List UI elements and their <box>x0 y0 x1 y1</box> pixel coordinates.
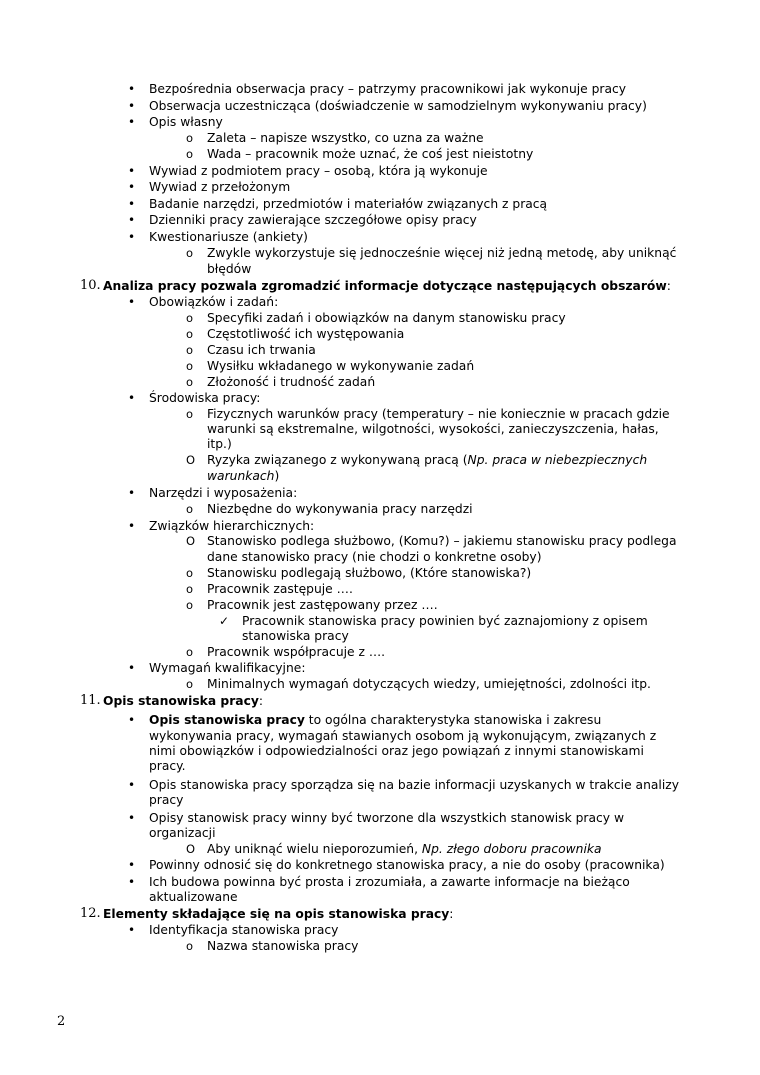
sub-list-item-continued: błędów <box>207 262 252 276</box>
list-item: Wywiad z podmiotem pracy – osobą, która ją wykonuje <box>149 164 488 178</box>
sub-marker: O <box>186 534 196 548</box>
sub-list-item: Pracownik zastępuje …. <box>207 582 353 596</box>
bullet-marker: • <box>128 875 136 889</box>
sub-list-item-continued <box>207 468 279 484</box>
heading-bold-text: Opis stanowiska pracy <box>103 694 259 708</box>
sub-marker: o <box>186 131 194 145</box>
list-item-continued: wykonywania pracy, wymagań stawianych osobom ją wykonującym, związanych z <box>149 729 657 743</box>
bullet-marker: • <box>128 811 136 825</box>
bullet-marker: • <box>128 230 136 244</box>
list-item: Narzędzi i wyposażenia: <box>149 486 298 500</box>
sub-list-item-continued: warunki są ekstremalne, wilgotności, wysokości, zanieczyszczenia, hałas, <box>207 422 659 436</box>
section-number: 12. <box>80 906 101 921</box>
sub-marker: o <box>186 582 194 596</box>
sub-list-item: Czasu ich trwania <box>207 343 316 357</box>
section-heading <box>103 278 671 294</box>
section-number: 10. <box>80 278 101 293</box>
bullet-marker: • <box>128 115 136 129</box>
sub-list-item: Minimalnych wymagań dotyczących wiedzy, umiejętności, zdolności itp. <box>207 677 651 691</box>
sub-marker: o <box>186 645 194 659</box>
list-item: Wymagań kwalifikacyjne: <box>149 661 306 675</box>
sub-sub-list-item: Pracownik stanowiska pracy powinien być zaznajomiony z opisem <box>242 614 648 628</box>
bullet-marker: • <box>128 391 136 405</box>
list-item: Identyfikacja stanowiska pracy <box>149 923 339 937</box>
list-item: Środowiska pracy: <box>149 391 261 405</box>
text-bold: Opis stanowiska pracy <box>149 713 305 727</box>
text-plain: Ryzyka związanego z wykonywaną pracą ( <box>207 453 468 467</box>
bullet-marker: • <box>128 486 136 500</box>
sub-list-item <box>207 452 647 468</box>
sub-marker: o <box>186 147 194 161</box>
sub-list-item: Pracownik współpracuje z …. <box>207 645 386 659</box>
sub-marker: O <box>186 842 196 856</box>
sub-marker: o <box>186 359 194 373</box>
sub-list-item: Niezbędne do wykonywania pracy narzędzi <box>207 502 473 516</box>
sub-list-item: Złożoność i trudność zadań <box>207 375 376 389</box>
sub-list-item: Częstotliwość ich występowania <box>207 327 405 341</box>
list-item: Bezpośrednia obserwacja pracy – patrzymy pracownikowi jak wykonuje pracy <box>149 82 627 96</box>
bullet-marker: • <box>128 164 136 178</box>
list-item: Wywiad z przełożonym <box>149 180 291 194</box>
sub-list-item <box>207 841 602 857</box>
list-item <box>149 712 601 728</box>
sub-list-item: Stanowisko podlega służbowo, (Komu?) – jakiemu stanowisku pracy podlega <box>207 534 677 548</box>
list-item: Obowiązków i zadań: <box>149 295 279 309</box>
bullet-marker: • <box>128 213 136 227</box>
sub-list-item: Zwykle wykorzystuje się jednocześnie więcej niż jedną metodę, aby uniknąć <box>207 246 677 260</box>
list-item: Kwestionariusze (ankiety) <box>149 230 308 244</box>
heading-tail: : <box>666 279 671 293</box>
sub-marker: o <box>186 677 194 691</box>
section-heading <box>103 906 453 922</box>
bullet-marker: • <box>128 778 136 792</box>
sub-marker: o <box>186 502 194 516</box>
list-item: Opis własny <box>149 115 223 129</box>
bullet-marker: • <box>128 519 136 533</box>
text-italic: Np. praca w niebezpiecznych <box>467 453 648 467</box>
list-item-continued: organizacji <box>149 826 216 840</box>
sub-list-item: Zaleta – napisze wszystko, co uzna za ważne <box>207 131 484 145</box>
text-plain: Aby uniknąć wielu nieporozumień, <box>207 842 422 856</box>
heading-bold-text: Analiza pracy pozwala zgromadzić informacje dotyczące następujących obszarów <box>103 279 667 293</box>
list-item-continued: pracy <box>149 793 184 807</box>
sub-list-item: Specyfiki zadań i obowiązków na danym stanowisku pracy <box>207 311 566 325</box>
sub-marker: o <box>186 566 194 580</box>
sub-list-item: Stanowisku podlegają służbowo, (Które stanowiska?) <box>207 566 532 580</box>
sub-marker: o <box>186 327 194 341</box>
heading-bold-text: Elementy składające się na opis stanowiska pracy <box>103 907 450 921</box>
text-plain: ) <box>274 469 280 483</box>
list-item: Ich budowa powinna być prosta i zrozumiała, a zawarte informacje na bieżąco <box>149 875 630 889</box>
section-heading <box>103 693 263 709</box>
sub-list-item: Wysiłku wkładanego w wykonywanie zadań <box>207 359 475 373</box>
sub-marker: o <box>186 939 194 953</box>
bullet-marker: • <box>128 180 136 194</box>
list-item: Obserwacja uczestnicząca (doświadczenie w samodzielnym wykonywaniu pracy) <box>149 99 647 113</box>
text-plain: to ogólna charakterystyka stanowiska i zakresu <box>304 713 602 727</box>
bullet-marker: • <box>128 82 136 96</box>
page-number: 2 <box>57 1014 66 1029</box>
bullet-marker: • <box>128 713 136 727</box>
sub-marker: o <box>186 598 194 612</box>
text-italic: Np. złego doboru pracownika <box>421 842 602 856</box>
sub-marker: o <box>186 375 194 389</box>
list-item: Powinny odnosić się do konkretnego stanowiska pracy, a nie do osoby (pracownika) <box>149 858 665 872</box>
bullet-marker: • <box>128 99 136 113</box>
sub-sub-list-item-continued: stanowiska pracy <box>242 629 349 643</box>
bullet-marker: • <box>128 295 136 309</box>
sub-list-item: Nazwa stanowiska pracy <box>207 939 359 953</box>
list-item: Związków hierarchicznych: <box>149 519 315 533</box>
sub-marker: o <box>186 246 194 260</box>
bullet-marker: • <box>128 923 136 937</box>
list-item: Badanie narzędzi, przedmiotów i materiałów związanych z pracą <box>149 197 548 211</box>
text-italic: warunkach <box>207 469 275 483</box>
list-item-continued: pracy. <box>149 759 186 773</box>
bullet-marker: • <box>128 858 136 872</box>
list-item: Dzienniki pracy zawierające szczegółowe opisy pracy <box>149 213 477 227</box>
sub-marker: O <box>186 453 196 467</box>
sub-marker: o <box>186 407 194 421</box>
sub-list-item: Pracownik jest zastępowany przez …. <box>207 598 438 612</box>
heading-tail: : <box>449 907 454 921</box>
section-number: 11. <box>80 693 101 708</box>
list-item: Opis stanowiska pracy sporządza się na bazie informacji uzyskanych w trakcie analizy <box>149 778 679 792</box>
sub-list-item-continued: dane stanowisko pracy (nie chodzi o konkretne osoby) <box>207 550 542 564</box>
list-item: Opisy stanowisk pracy winny być tworzone dla wszystkich stanowisk pracy w <box>149 811 625 825</box>
heading-tail: : <box>258 694 264 708</box>
sub-list-item: Wada – pracownik może uznać, że coś jest nieistotny <box>207 147 534 161</box>
list-item-continued: aktualizowane <box>149 890 238 904</box>
check-icon: ✓ <box>219 614 230 628</box>
bullet-marker: • <box>128 197 136 211</box>
sub-list-item: Fizycznych warunków pracy (temperatury – nie koniecznie w pracach gdzie <box>207 407 670 421</box>
bullet-marker: • <box>128 661 136 675</box>
sub-marker: o <box>186 311 194 325</box>
sub-list-item-continued: itp.) <box>207 437 232 451</box>
sub-marker: o <box>186 343 194 357</box>
list-item-continued: nimi obowiązków i odpowiedzialności oraz jego powiązań z innymi stanowiskami <box>149 744 644 758</box>
